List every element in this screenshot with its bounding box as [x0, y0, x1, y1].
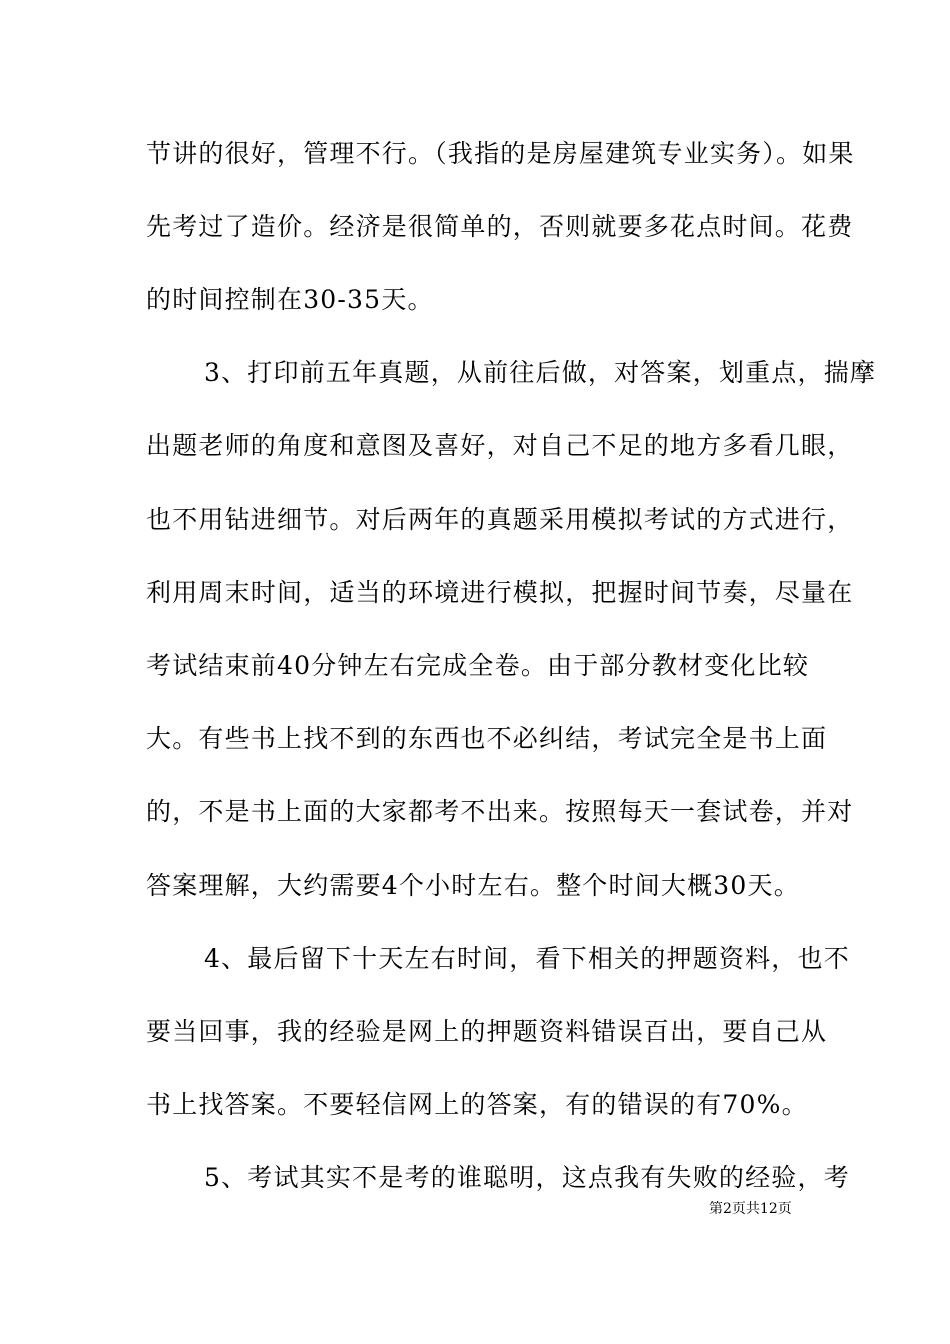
paragraph-line: 大。有些书上找不到的东西也不必纠结，考试完全是书上面 [146, 724, 828, 753]
paragraph-line: 的，不是书上面的大家都考不出来。按照每天一套试卷，并对 [146, 797, 854, 826]
paragraph-line: 5、考试其实不是考的谁聪明，这点我有失败的经验，考 [204, 1163, 850, 1192]
paragraph-line: 出题老师的角度和意图及喜好，对自己不足的地方多看几眼， [146, 431, 854, 460]
paragraph-line: 节讲的很好，管理不行。（我指的是房屋建筑专业实务）。如果 [146, 139, 855, 168]
paragraph-line: 书上找答案。不要轻信网上的答案，有的错误的有70%。 [146, 1090, 808, 1119]
paragraph-line: 要当回事，我的经验是网上的押题资料错误百出，要自己从 [146, 1017, 828, 1046]
paragraph-line: 也不用钻进细节。对后两年的真题采用模拟考试的方式进行， [146, 505, 854, 534]
paragraph-line: 的时间控制在30-35天。 [146, 285, 434, 314]
paragraph-line: 4、最后留下十天左右时间，看下相关的押题资料，也不 [204, 944, 850, 973]
page-number-footer: 第2页共12页 [709, 1201, 792, 1217]
paragraph-line: 考试结束前40分钟左右完成全卷。由于部分教材变化比较 [146, 651, 810, 680]
paragraph-line: 答案理解，大约需要4个小时左右。整个时间大概30天。 [146, 871, 800, 900]
paragraph-line: 3、打印前五年真题，从前往后做，对答案，划重点，揣摩 [204, 358, 877, 387]
paragraph-line: 利用周末时间，适当的环境进行模拟，把握时间节奏，尽量在 [146, 578, 854, 607]
paragraph-line: 先考过了造价。经济是很简单的，否则就要多花点时间。花费 [146, 212, 854, 241]
